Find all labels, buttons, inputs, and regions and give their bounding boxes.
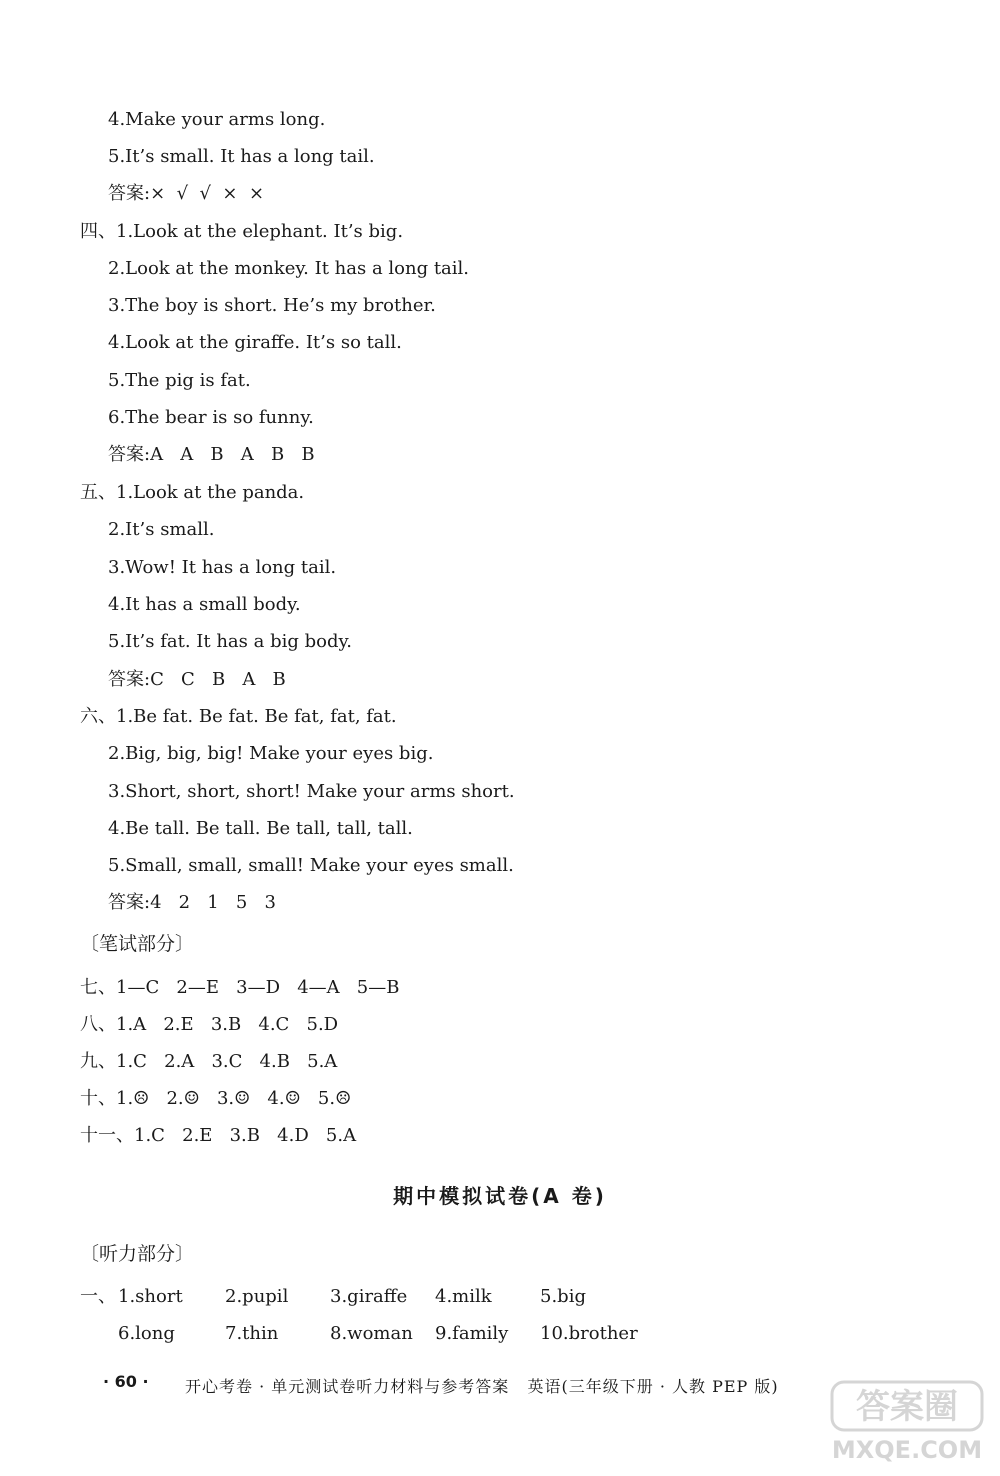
answer-line: 6.The bear is so funny. xyxy=(108,407,314,428)
answer-line: 答案:4 2 1 5 3 xyxy=(108,892,276,913)
vocab-item: 2.pupil xyxy=(225,1286,289,1307)
page-title: 期中模拟试卷(A 卷) xyxy=(393,1184,607,1208)
vocab-item: 6.long xyxy=(118,1323,175,1344)
answer-line: 4.Be tall. Be tall. Be tall, tall, tall. xyxy=(108,818,413,839)
answer-line: 4.It has a small body. xyxy=(108,594,301,615)
answer-line: 十一、1.C 2.E 3.B 4.D 5.A xyxy=(80,1125,357,1146)
answer-line: 答案:× √ √ × × xyxy=(108,183,265,204)
answer-line: 六、1.Be fat. Be fat. Be fat, fat, fat. xyxy=(80,706,397,727)
vocab-item: 7.thin xyxy=(225,1323,279,1344)
answer-line: 2.Big, big, big! Make your eyes big. xyxy=(108,743,434,764)
vocab-item: 9.family xyxy=(435,1323,509,1344)
vocab-prefix: 一、 xyxy=(80,1286,116,1307)
watermark-domain: MXQE.COM xyxy=(831,1436,983,1464)
watermark-logo xyxy=(828,1378,988,1468)
answer-line: 3.The boy is short. He’s my brother. xyxy=(108,295,436,316)
answer-line: 2.It’s small. xyxy=(108,519,215,540)
answer-line: 4.Make your arms long. xyxy=(108,109,326,130)
answer-line: 2.Look at the monkey. It has a long tail. xyxy=(108,258,470,279)
answer-line: 5.It’s small. It has a long tail. xyxy=(108,146,375,167)
footer-text: 开心考卷 · 单元测试卷听力材料与参考答案 英语(三年级下册 · 人教 PEP 版) xyxy=(185,1377,779,1396)
section-written: 〔笔试部分〕 xyxy=(80,933,195,955)
answer-line: 七、1—C 2—E 3—D 4—A 5—B xyxy=(80,977,400,998)
vocab-item: 3.giraffe xyxy=(330,1286,408,1307)
watermark-label: 答案圈 xyxy=(856,1387,958,1427)
answer-line: 3.Short, short, short! Make your arms short. xyxy=(108,781,515,802)
answer-line: 5.It’s fat. It has a big body. xyxy=(108,631,352,652)
answer-line: 八、1.A 2.E 3.B 4.C 5.D xyxy=(80,1014,339,1035)
page-number: · 60 · xyxy=(103,1372,149,1391)
answer-line: 四、1.Look at the elephant. It’s big. xyxy=(80,221,404,242)
section-listening: 〔听力部分〕 xyxy=(80,1243,195,1265)
answer-line: 十、1.☹ 2.☺ 3.☺ 4.☺ 5.☹ xyxy=(80,1088,352,1109)
answer-line: 4.Look at the giraffe. It’s so tall. xyxy=(108,332,402,353)
answer-line: 答案:A A B A B B xyxy=(108,444,315,465)
answer-line: 5.Small, small, small! Make your eyes small. xyxy=(108,855,514,876)
vocab-item: 1.short xyxy=(118,1286,183,1307)
answer-line: 答案:C C B A B xyxy=(108,669,286,690)
vocab-item: 4.milk xyxy=(435,1286,492,1307)
answer-line: 5.The pig is fat. xyxy=(108,370,251,391)
answer-line: 3.Wow! It has a long tail. xyxy=(108,557,337,578)
answer-line: 五、1.Look at the panda. xyxy=(80,482,305,503)
answer-line: 九、1.C 2.A 3.C 4.B 5.A xyxy=(80,1051,338,1072)
vocab-item: 5.big xyxy=(540,1286,586,1307)
vocab-item: 8.woman xyxy=(330,1323,413,1344)
vocab-item: 10.brother xyxy=(540,1323,638,1344)
